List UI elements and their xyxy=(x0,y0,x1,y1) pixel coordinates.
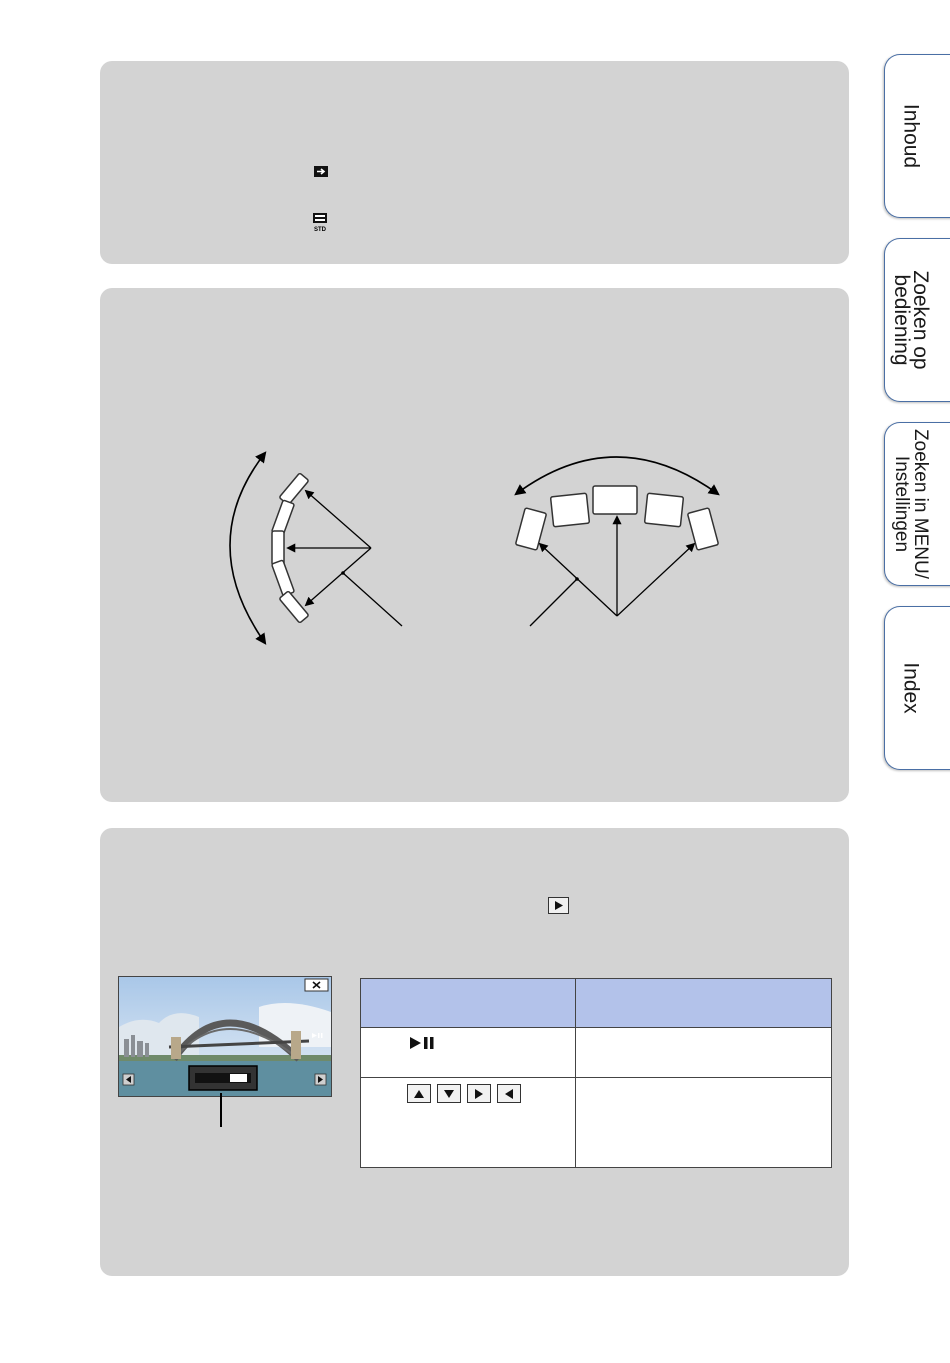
indicator-leader-line xyxy=(220,1093,222,1127)
tab-index-label: Index xyxy=(899,662,922,714)
table-cell xyxy=(576,1028,832,1078)
up-arrow-icon xyxy=(407,1084,431,1103)
play-button-icon xyxy=(548,897,569,914)
table-cell xyxy=(361,1078,576,1168)
section-panel-1 xyxy=(100,61,849,264)
horizontal-pointer-arrows xyxy=(530,517,694,626)
section-panel-2 xyxy=(100,288,849,802)
tab-zoeken-op-bediening[interactable] xyxy=(884,238,950,402)
playback-screen-image xyxy=(118,976,332,1097)
table-row xyxy=(361,1078,832,1168)
tab-zoeken-in-menu-instellingen[interactable] xyxy=(884,422,950,586)
horizontal-panorama-diagram xyxy=(510,440,740,630)
tab-zoeken-op-bediening-label: Zoeken op bediening xyxy=(889,270,932,370)
left-arrow-icon xyxy=(497,1084,521,1103)
vertical-pointer-arrows xyxy=(288,491,402,626)
right-arrow-icon xyxy=(467,1084,491,1103)
panorama-direction-icon xyxy=(313,165,329,178)
operations-table xyxy=(360,978,832,1168)
tab-inhoud[interactable] xyxy=(884,54,950,218)
vertical-sweep-arrow xyxy=(230,453,265,643)
play-pause-icon xyxy=(409,1036,435,1050)
svg-text:STD: STD xyxy=(314,227,326,232)
table-header-row xyxy=(361,979,832,1028)
vertical-panorama-diagram xyxy=(210,443,410,653)
table-header-cell xyxy=(576,979,832,1028)
down-arrow-icon xyxy=(437,1084,461,1103)
panorama-size-std-icon xyxy=(311,212,329,232)
table-row xyxy=(361,1028,832,1078)
tab-index[interactable] xyxy=(884,606,950,770)
tab-zoeken-in-menu-label: Zoeken in MENU/ Instellingen xyxy=(890,429,931,579)
table-cell xyxy=(361,1028,576,1078)
table-header-cell xyxy=(361,979,576,1028)
tab-inhoud-label: Inhoud xyxy=(899,103,922,169)
table-cell xyxy=(576,1078,832,1168)
